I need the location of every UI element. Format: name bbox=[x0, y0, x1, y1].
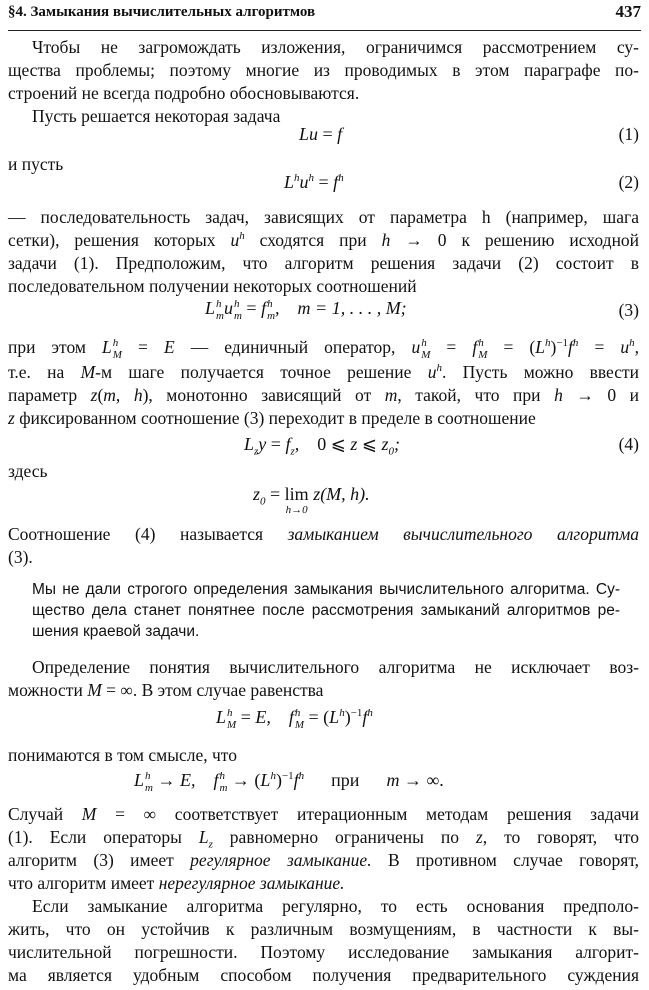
equation-2-label: (2) bbox=[618, 172, 639, 192]
text-line: шения краевой задачи. bbox=[32, 623, 200, 640]
text-line: щества проблемы; поэтому многие из проводимых в этом параграфе по- bbox=[8, 60, 639, 80]
equation-convergence: L h m → E, f h m → $(L^h)^{-1}f^h$ при m → ∞. bbox=[134, 770, 444, 794]
equation-3: L h m u h m = f h m , m = 1, . . . , M; bbox=[205, 298, 407, 322]
paragraph-infinite-m bbox=[8, 656, 639, 702]
text-line: жить, что он устойчив к различным возмущениям, в частности к вы- bbox=[8, 919, 639, 939]
limit-equation: $z_0$ = lim h→0 z(M, h). bbox=[253, 484, 370, 516]
note-block bbox=[32, 579, 620, 642]
paragraph-intro bbox=[8, 36, 639, 128]
equation-4: $L_zy = f_z$, 0 ⩽ z ⩽ $z_0$; bbox=[244, 434, 400, 458]
text-line: (1). Если операторы $L_z$ равномерно ограничены по z, то говорят, что bbox=[8, 827, 639, 851]
text-line: Соотношение (4) называется замыканием вычислительного алгоритма bbox=[8, 524, 640, 544]
text-line: — последовательность задач, зависящих от параметра h (например, шага bbox=[8, 207, 639, 227]
equation-1-label: (1) bbox=[618, 124, 639, 144]
text-line: строений не всегда подробно обосновываются. bbox=[8, 83, 360, 103]
text-line: при этом L h M = E — единичный оператор, u h M = f h M = $(L^h)^{-1}f^h = u^h$, bbox=[8, 336, 640, 361]
text-line: числительной погрешности. Поэтому исследование замыкания алгорит- bbox=[8, 942, 639, 962]
text-line: Мы не дали строгого определения замыкания вычислительного алгоритма. Су- bbox=[32, 581, 620, 598]
paragraph-sequence bbox=[8, 206, 639, 298]
text-line: Определение понятия вычислительного алгоритма не исключает воз- bbox=[32, 657, 639, 677]
equation-infinite: L h M = E, f h M = $(L^h)^{-1}f^h$ bbox=[216, 707, 373, 731]
section-title: §4. Замыкания вычислительных алгоритмов bbox=[8, 4, 316, 20]
text-line: Если замыкание алгоритма регулярно, то есть основания предполо- bbox=[32, 896, 639, 916]
text-line: ма является удобным способом получения предварительного суждения bbox=[8, 965, 639, 985]
page-number: 437 bbox=[615, 2, 641, 21]
running-header bbox=[8, 0, 641, 31]
paragraph-closure-definition bbox=[8, 523, 639, 569]
equation-1: Lu = f bbox=[299, 124, 343, 144]
when-word: при bbox=[331, 770, 360, 791]
text-line: Чтобы не загромождать изложения, ограничимся рассмотрением су- bbox=[32, 37, 639, 57]
equation-4-label: (4) bbox=[618, 434, 639, 454]
equation-3-tail: m = 1, . . . , M; bbox=[297, 298, 407, 319]
text-line: параметр z(m, h), монотонно зависящий от m, такой, что при h → 0 и bbox=[8, 384, 640, 405]
text-line: Случай M = ∞ соответствует итерационным методам решения задачи bbox=[8, 804, 639, 824]
text-line: можности M = ∞. В этом случае равенства bbox=[8, 680, 324, 700]
understood-as: понимаются в том смысле, что bbox=[8, 745, 237, 765]
here: здесь bbox=[8, 461, 48, 481]
paragraph-parameter bbox=[8, 336, 639, 430]
text-line: задачи (1). Предположим, что алгоритм решения задачи (2) состоит в bbox=[8, 253, 639, 273]
text-line: что алгоритм имеет нерегулярное замыкание. bbox=[8, 873, 345, 893]
text-line: т.е. на M-м шаге получается точное решение $u^h$. Пусть можно ввести bbox=[8, 361, 640, 382]
equation-2: $L^hu^h = f^h$ bbox=[284, 172, 344, 192]
text-line: (3). bbox=[8, 547, 33, 567]
text-line: последовательном получении некоторых соотношений bbox=[8, 276, 417, 296]
paragraph-regular-closure bbox=[8, 803, 639, 895]
text-line: сетки), решения которых $u^h$ сходятся при h → 0 к решению исходной bbox=[8, 230, 640, 250]
text-line: z фиксированном соотношение (3) переходит в пределе в соотношение bbox=[8, 407, 536, 428]
text-line: щество дела станет понятнее после рассмотрения замыканий алгоритмов ре- bbox=[32, 602, 620, 619]
and-let: и пусть bbox=[8, 154, 64, 174]
equation-3-label: (3) bbox=[618, 300, 639, 320]
text-line: Пусть решается некоторая задача bbox=[32, 106, 281, 126]
text-line: алгоритм (3) имеет регулярное замыкание. В противном случае говорят, bbox=[8, 850, 640, 870]
paragraph-stability bbox=[8, 895, 639, 987]
